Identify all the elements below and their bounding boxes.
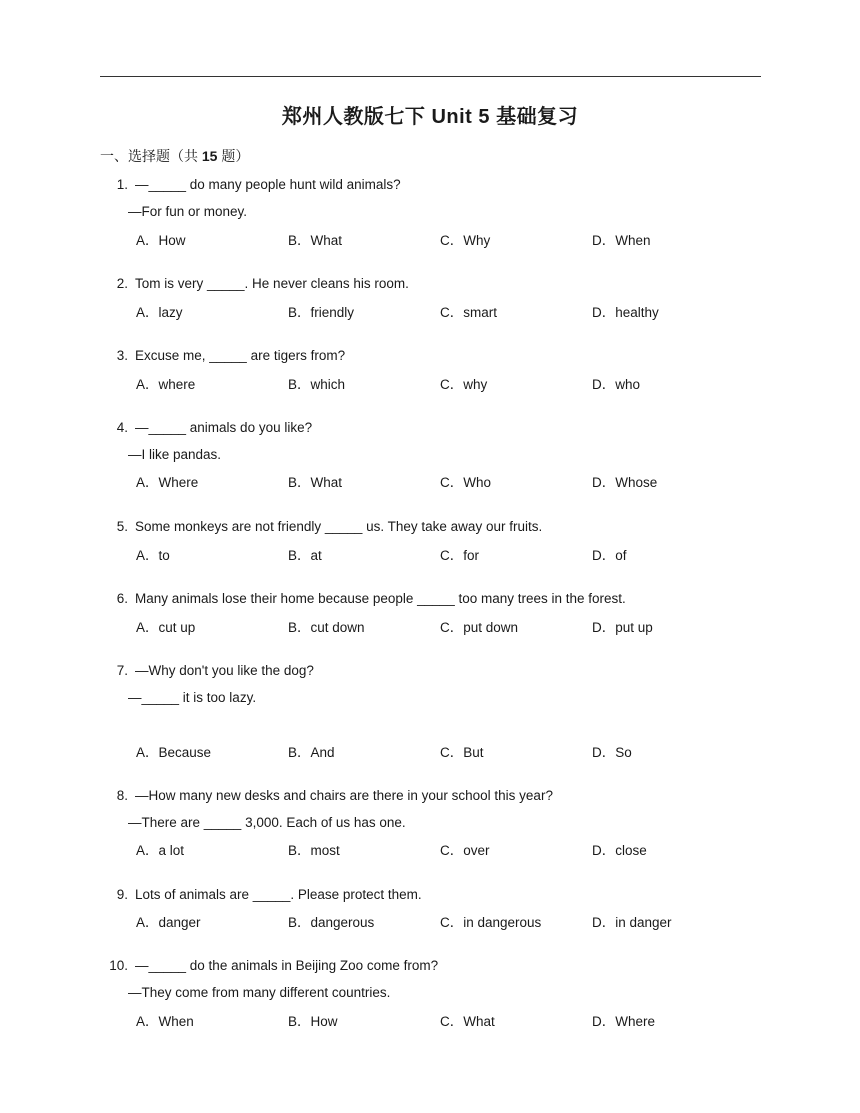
question-number: 5. xyxy=(116,519,128,534)
answer-option-b[interactable]: B．What xyxy=(288,233,343,248)
question-text: Lots of animals are _____. Please protect them. xyxy=(135,887,422,902)
question-text: —_____ do many people hunt wild animals? xyxy=(135,177,401,192)
answer-option-d[interactable]: D．who xyxy=(592,377,641,392)
answer-option-b[interactable]: B．friendly xyxy=(288,305,355,320)
answer-option-d[interactable]: D．healthy xyxy=(592,305,659,320)
question-number: 2. xyxy=(116,276,128,291)
answer-option-c[interactable]: C．why xyxy=(440,377,488,392)
question-number: 10. xyxy=(109,958,128,973)
question-text: —_____ animals do you like? xyxy=(135,420,313,435)
question-dialogue-line: —They come from many different countries. xyxy=(128,985,391,1000)
answer-option-b[interactable]: B．at xyxy=(288,548,322,563)
answer-option-c[interactable]: C．in dangerous xyxy=(440,915,542,930)
section-suffix: 题） xyxy=(217,148,250,164)
question-dialogue-line: —There are _____ 3,000. Each of us has one. xyxy=(128,815,406,830)
answer-option-a[interactable]: A．Where xyxy=(136,475,199,490)
answer-option-c[interactable]: C．for xyxy=(440,548,480,563)
answer-option-b[interactable]: B．dangerous xyxy=(288,915,375,930)
question-text: Excuse me, _____ are tigers from? xyxy=(135,348,346,363)
answer-option-b[interactable]: B．cut down xyxy=(288,620,365,635)
answer-option-a[interactable]: A．cut up xyxy=(136,620,196,635)
question-number: 1. xyxy=(116,177,128,192)
answer-option-c[interactable]: C．put down xyxy=(440,620,519,635)
question-number: 3. xyxy=(116,348,128,363)
question-number: 6. xyxy=(116,591,128,606)
question-number: 7. xyxy=(116,663,128,678)
question-dialogue-line: —I like pandas. xyxy=(128,447,222,462)
answer-option-d[interactable]: D．So xyxy=(592,745,632,760)
answer-option-c[interactable]: C．Who xyxy=(440,475,492,490)
answer-option-d[interactable]: D．of xyxy=(592,548,627,563)
answer-option-a[interactable]: A．When xyxy=(136,1014,194,1029)
answer-option-a[interactable]: A．How xyxy=(136,233,186,248)
question-text: —Why don't you like the dog? xyxy=(135,663,314,678)
answer-option-c[interactable]: C．smart xyxy=(440,305,497,320)
section-prefix: 一、选择题（共 xyxy=(100,148,202,164)
answer-option-d[interactable]: D．put up xyxy=(592,620,653,635)
answer-option-a[interactable]: A．danger xyxy=(136,915,201,930)
answer-option-d[interactable]: D．close xyxy=(592,843,647,858)
answer-option-d[interactable]: D．in danger xyxy=(592,915,672,930)
question-number: 4. xyxy=(116,420,128,435)
question-dialogue-line: —_____ it is too lazy. xyxy=(128,690,257,705)
question-number: 9. xyxy=(116,887,128,902)
answer-option-b[interactable]: B．What xyxy=(288,475,343,490)
question-dialogue-line: —For fun or money. xyxy=(128,204,248,219)
answer-option-c[interactable]: C．over xyxy=(440,843,490,858)
answer-option-d[interactable]: D．When xyxy=(592,233,651,248)
answer-option-a[interactable]: A．a lot xyxy=(136,843,185,858)
answer-option-b[interactable]: B．most xyxy=(288,843,340,858)
answer-option-c[interactable]: C．Why xyxy=(440,233,491,248)
question-text: Some monkeys are not friendly _____ us. They take away our fruits. xyxy=(135,519,543,534)
answer-option-b[interactable]: B．And xyxy=(288,745,335,760)
answer-option-a[interactable]: A．lazy xyxy=(136,305,183,320)
answer-option-d[interactable]: D．Where xyxy=(592,1014,656,1029)
section-count: 15 xyxy=(201,148,218,164)
answer-option-b[interactable]: B．How xyxy=(288,1014,338,1029)
answer-option-c[interactable]: C．But xyxy=(440,745,484,760)
question-text: —_____ do the animals in Beijing Zoo come from? xyxy=(135,958,439,973)
question-text: Many animals lose their home because people _____ too many trees in the forest. xyxy=(135,591,626,606)
page-title: 郑州人教版七下 Unit 5 基础复习 xyxy=(281,106,579,128)
answer-option-a[interactable]: A．to xyxy=(136,548,170,563)
question-text: Tom is very _____. He never cleans his room. xyxy=(135,276,409,291)
answer-option-c[interactable]: C．What xyxy=(440,1014,495,1029)
answer-option-d[interactable]: D．Whose xyxy=(592,475,658,490)
answer-option-b[interactable]: B．which xyxy=(288,377,346,392)
question-text: —How many new desks and chairs are there in your school this year? xyxy=(135,788,553,803)
answer-option-a[interactable]: A．where xyxy=(136,377,196,392)
question-number: 8. xyxy=(116,788,128,803)
answer-option-a[interactable]: A．Because xyxy=(136,745,212,760)
